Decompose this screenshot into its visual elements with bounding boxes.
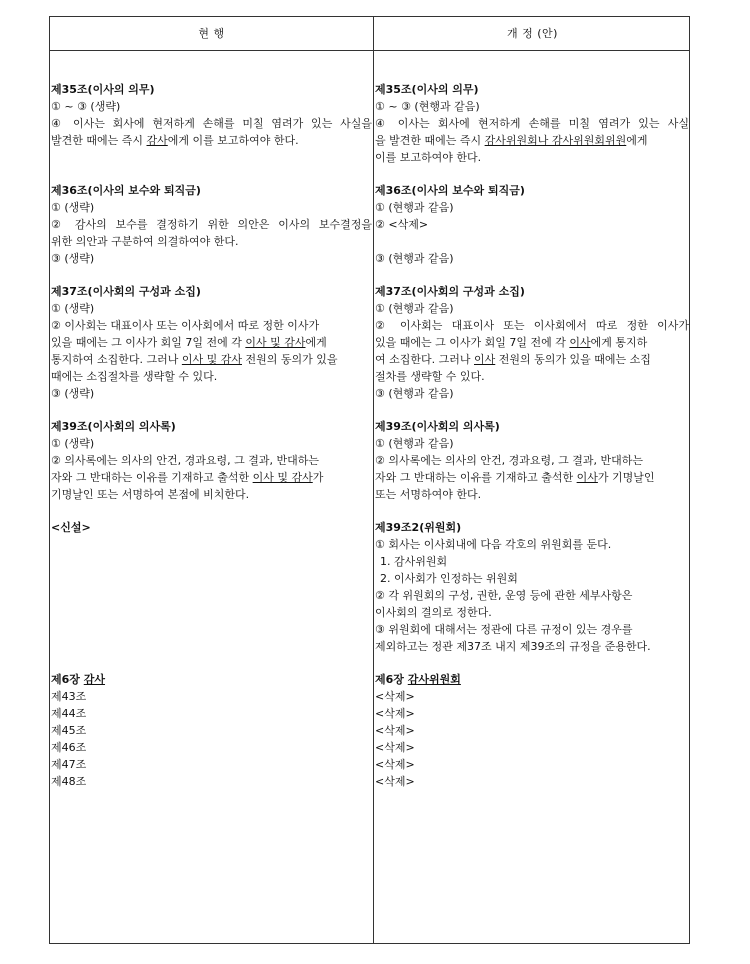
art35-p4a: ④ 이사는 회사에 현저하게 손해를 미칠 염려가 있는 사실 — [375, 117, 689, 130]
underlined-text: 감사 — [146, 134, 168, 147]
art35-p4c: 이를 보고하여야 한다. — [375, 151, 482, 164]
underlined-text: 이사 및 감사 — [181, 353, 242, 366]
art39-2-p1: ① 회사는 이사회내에 다음 각호의 위원회를 둔다. — [375, 538, 612, 551]
art39-p2c: 또는 서명하여야 한다. — [375, 488, 482, 501]
art37-p1: ① (현행과 같음) — [375, 302, 454, 315]
ch6-title — [50, 671, 373, 688]
art36-p2: ② <삭제> — [375, 218, 429, 231]
art37-p2c — [50, 351, 373, 368]
art39-2-p2a: ② 각 위원회의 구성, 권한, 운영 등에 관한 세부사항은 — [375, 589, 633, 602]
art35-p4b — [50, 132, 373, 149]
ch6-article: <삭제> — [375, 707, 415, 720]
ch6-article: 제46조 — [51, 741, 87, 754]
header-amended: 개 정 (안) — [507, 27, 558, 40]
ch6-article: 제43조 — [51, 690, 87, 703]
art36-p3: ③ (생략) — [51, 252, 95, 265]
art36-p3: ③ (현행과 같음) — [375, 252, 454, 265]
ch6-article: <삭제> — [375, 724, 415, 737]
text: 가 — [312, 471, 324, 484]
art37-p3: ③ (생략) — [51, 387, 95, 400]
art35-p1: ① ~ ③ (생략) — [51, 100, 121, 113]
text: 에게 — [626, 134, 648, 147]
art39-2-item: 1. 감사위원회 — [380, 555, 448, 568]
text: 에게 이를 보고하여야 한다. — [167, 134, 299, 147]
ch6-article: 제47조 — [51, 758, 87, 771]
art36-p1: ① (현행과 같음) — [375, 201, 454, 214]
art35-p1: ① ~ ③ (현행과 같음) — [375, 100, 480, 113]
art36-p2a: ② 감사의 보수를 결정하기 위한 의안은 이사의 보수결정을 — [51, 218, 372, 231]
ch6-title — [374, 671, 690, 688]
art37-p2d: 절차를 생략할 수 있다. — [375, 370, 485, 383]
art37-p2c — [374, 351, 690, 368]
art39-2-p3a: ③ 위원회에 대해서는 정관에 다른 규정이 있는 경우를 — [375, 623, 633, 636]
ch6-article: <삭제> — [375, 775, 415, 788]
underlined-text: 감사위원회 — [407, 673, 461, 686]
art39-p2b — [50, 469, 373, 486]
art35-p4a: ④ 이사는 회사에 현저하게 손해를 미칠 염려가 있는 사실을 — [51, 117, 372, 130]
art37-title: 제37조(이사회의 구성과 소집) — [375, 285, 525, 298]
ch6-article: <삭제> — [375, 741, 415, 754]
art39-p1: ① (현행과 같음) — [375, 437, 454, 450]
underlined-text: 감사위원회나 감사위원회위원 — [484, 134, 627, 147]
text: 있을 때에는 그 이사가 회일 7일 전에 각 — [51, 336, 246, 349]
art39-2-item: 2. 이사회가 인정하는 위원회 — [380, 572, 518, 585]
art37-p3: ③ (현행과 같음) — [375, 387, 454, 400]
art39-2-p3b: 제외하고는 정관 제37조 내지 제39조의 규정을 준용한다. — [375, 640, 651, 653]
text: 제6장 — [51, 673, 84, 686]
ch6-article: 제44조 — [51, 707, 87, 720]
art37-p2b — [374, 334, 690, 351]
current-column — [50, 51, 373, 943]
art37-p2b — [50, 334, 373, 351]
art39-p2b — [374, 469, 690, 486]
underlined-text: 이사 — [474, 353, 496, 366]
underlined-text: 감사 — [83, 673, 106, 686]
text: 가 기명날인 — [597, 471, 655, 484]
text: 발견한 때에는 즉시 — [51, 134, 147, 147]
text: 을 발견한 때에는 즉시 — [375, 134, 485, 147]
text: 통지하여 소집한다. 그러나 — [51, 353, 182, 366]
art39-p1: ① (생략) — [51, 437, 95, 450]
text: 자와 그 반대하는 이유를 기재하고 출석한 — [51, 471, 253, 484]
ch6-article: <삭제> — [375, 690, 415, 703]
art36-title: 제36조(이사의 보수와 퇴직금) — [375, 184, 525, 197]
art37-p1: ① (생략) — [51, 302, 95, 315]
text: 전원의 동의가 있을 — [242, 353, 338, 366]
art37-p2a: ② 이사회는 대표이사 또는 이사회에서 따로 정한 이사가 — [51, 319, 320, 332]
underlined-text: 이사 — [576, 471, 598, 484]
text: 자와 그 반대하는 이유를 기재하고 출석한 — [375, 471, 577, 484]
art39-2-new: <신설> — [51, 521, 91, 534]
text: 여 소집한다. 그러나 — [375, 353, 474, 366]
underlined-text: 이사 — [569, 336, 591, 349]
text: 전원의 동의가 있을 때에는 소집 — [495, 353, 651, 366]
art39-2-p2b: 이사회의 결의로 정한다. — [375, 606, 492, 619]
art36-p1: ① (생략) — [51, 201, 95, 214]
art36-title: 제36조(이사의 보수와 퇴직금) — [51, 184, 201, 197]
text: 에게 — [305, 336, 327, 349]
art39-2-title: 제39조2(위원회) — [375, 521, 462, 534]
art37-title: 제37조(이사회의 구성과 소집) — [51, 285, 201, 298]
underlined-text: 이사 및 감사 — [252, 471, 313, 484]
amended-column — [374, 51, 690, 943]
text: 제6장 — [375, 673, 408, 686]
art36-p2b: 위한 의안과 구분하여 의결하여야 한다. — [51, 235, 239, 248]
ch6-article: <삭제> — [375, 758, 415, 771]
text: 있을 때에는 그 이사가 회일 7일 전에 각 — [375, 336, 570, 349]
art39-p2c: 기명날인 또는 서명하여 본점에 비치한다. — [51, 488, 250, 501]
art39-p2a: ② 의사록에는 의사의 안건, 경과요령, 그 결과, 반대하는 — [51, 454, 319, 467]
art39-title: 제39조(이사회의 의사록) — [375, 420, 500, 433]
underlined-text: 이사 및 감사 — [245, 336, 306, 349]
art37-p2d: 때에는 소집절차를 생략할 수 있다. — [51, 370, 218, 383]
ch6-article: 제48조 — [51, 775, 87, 788]
header-current: 현 행 — [198, 27, 225, 40]
art35-title: 제35조(이사의 의무) — [51, 83, 155, 96]
art35-p4b — [374, 132, 690, 149]
art39-p2a: ② 의사록에는 의사의 안건, 경과요령, 그 결과, 반대하는 — [375, 454, 643, 467]
comparison-table — [49, 16, 690, 944]
art35-title: 제35조(이사의 의무) — [375, 83, 479, 96]
art39-title: 제39조(이사회의 의사록) — [51, 420, 176, 433]
text: 에게 통지하 — [590, 336, 648, 349]
ch6-article: 제45조 — [51, 724, 87, 737]
art37-p2a: ② 이사회는 대표이사 또는 이사회에서 따로 정한 이사가 — [375, 319, 689, 332]
